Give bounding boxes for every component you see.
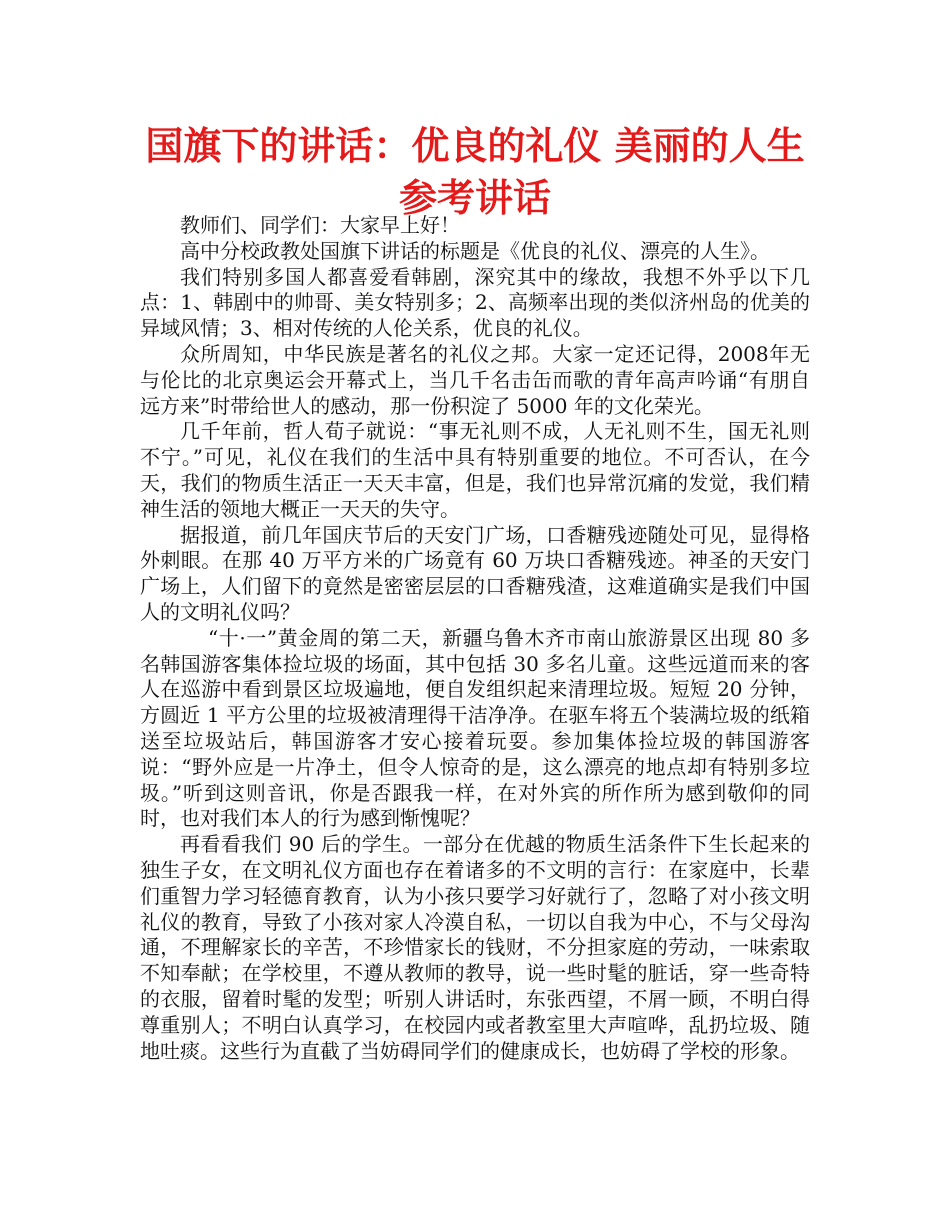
paragraph-topic: 高中分校政教处国旗下讲话的标题是《优良的礼仪、漂亮的人生》。 bbox=[180, 238, 770, 263]
paragraph-tiananmen-report: 据报道，前几年国庆节后的天安门广场，口香糖残迹随处可见，显得格外刺眼。在那 40 万平方米的广场竟有 60 万块口香糖残迹。神圣的天安门广场上，人们留下的竟然是密密层层的口香糖残渣，这难道确实是我们中国人的文明礼仪吗？ bbox=[140, 522, 810, 624]
paragraph-xunzi-quote: 几千年前，哲人荀子就说：“事无礼则不成，人无礼则不生，国无礼则不宁。”可见，礼仪在我们的生活中具有特别重要的地位。不可否认，在今天，我们的物质生活正一天天丰富，但是，我们也异常沉痛的发觉，我们精神生活的领地大概正一天天的失守。 bbox=[140, 419, 810, 521]
document-title: 国旗下的讲话：优良的礼仪 美丽的人生参考讲话 bbox=[145, 124, 805, 220]
paragraph-greeting: 教师们、同学们：大家早上好！ bbox=[180, 213, 460, 237]
document-body bbox=[140, 213, 810, 1064]
paragraph-students-behavior: 再看看我们 90 后的学生。一部分在优越的物质生活条件下生长起来的独生子女，在文明礼仪方面也存在着诸多的不文明的言行：在家庭中，长辈们重智力学习轻德育教育，认为小孩只要学习好就行了，忽略了对小孩文明礼仪的教育，导致了小孩对家人冷漠自私，一切以自我为中心，不与父母沟通，不理解家长的辛苦，不珍惜家长的钱财，不分担家庭的劳动，一味索取不知奉献；在学校里，不遵从教师的教导，说一些时髦的脏话，穿一些奇特的衣服，留着时髦的发型；听别人讲话时，东张西望，不屑一顾，不明白得尊重别人；不明白认真学习，在校园内或者教室里大声喧哗，乱扔垃圾、随地吐痰。这些行为直截了当妨碍同学们的健康成长，也妨碍了学校的形象。 bbox=[140, 832, 810, 1063]
paragraph-etiquette-nation: 众所周知，中华民族是著名的礼仪之邦。大家一定还记得，2008年无与伦比的北京奥运会开幕式上，当几千名击缶而歌的青年高声吟诵“有朋自远方来”时带给世人的感动，那一份积淀了 5000 年的文化荣光。 bbox=[140, 341, 810, 418]
paragraph-korean-tourists: “十·一”黄金周的第二天，新疆乌鲁木齐市南山旅游景区出现 80 多名韩国游客集体捡垃圾的场面，其中包括 30 多名儿童。这些远道而来的客人在巡游中看到景区垃圾遍地，便自发组织起来清理垃圾。短短 20 分钟，方圆近 1 平方公里的垃圾被清理得干洁净净。在驱车将五个装满垃圾的纸箱送至垃圾站后，韩国游客才安心接着玩耍。参加集体捡垃圾的韩国游客说：“野外应是一片净土，但令人惊奇的是，这么漂亮的地点却有特别多垃圾。”听到这则音讯，你是否跟我一样，在对外宾的所作所为感到敬仰的同时，也对我们本人的行为感到惭愧呢？ bbox=[140, 625, 810, 831]
paragraph-korean-drama: 我们特别多国人都喜爱看韩剧，深究其中的缘故，我想不外乎以下几点：1、韩剧中的帅哥、美女特别多；2、高频率出现的类似济州岛的优美的异域风情；3、相对传统的人伦关系，优良的礼仪。 bbox=[140, 264, 810, 341]
